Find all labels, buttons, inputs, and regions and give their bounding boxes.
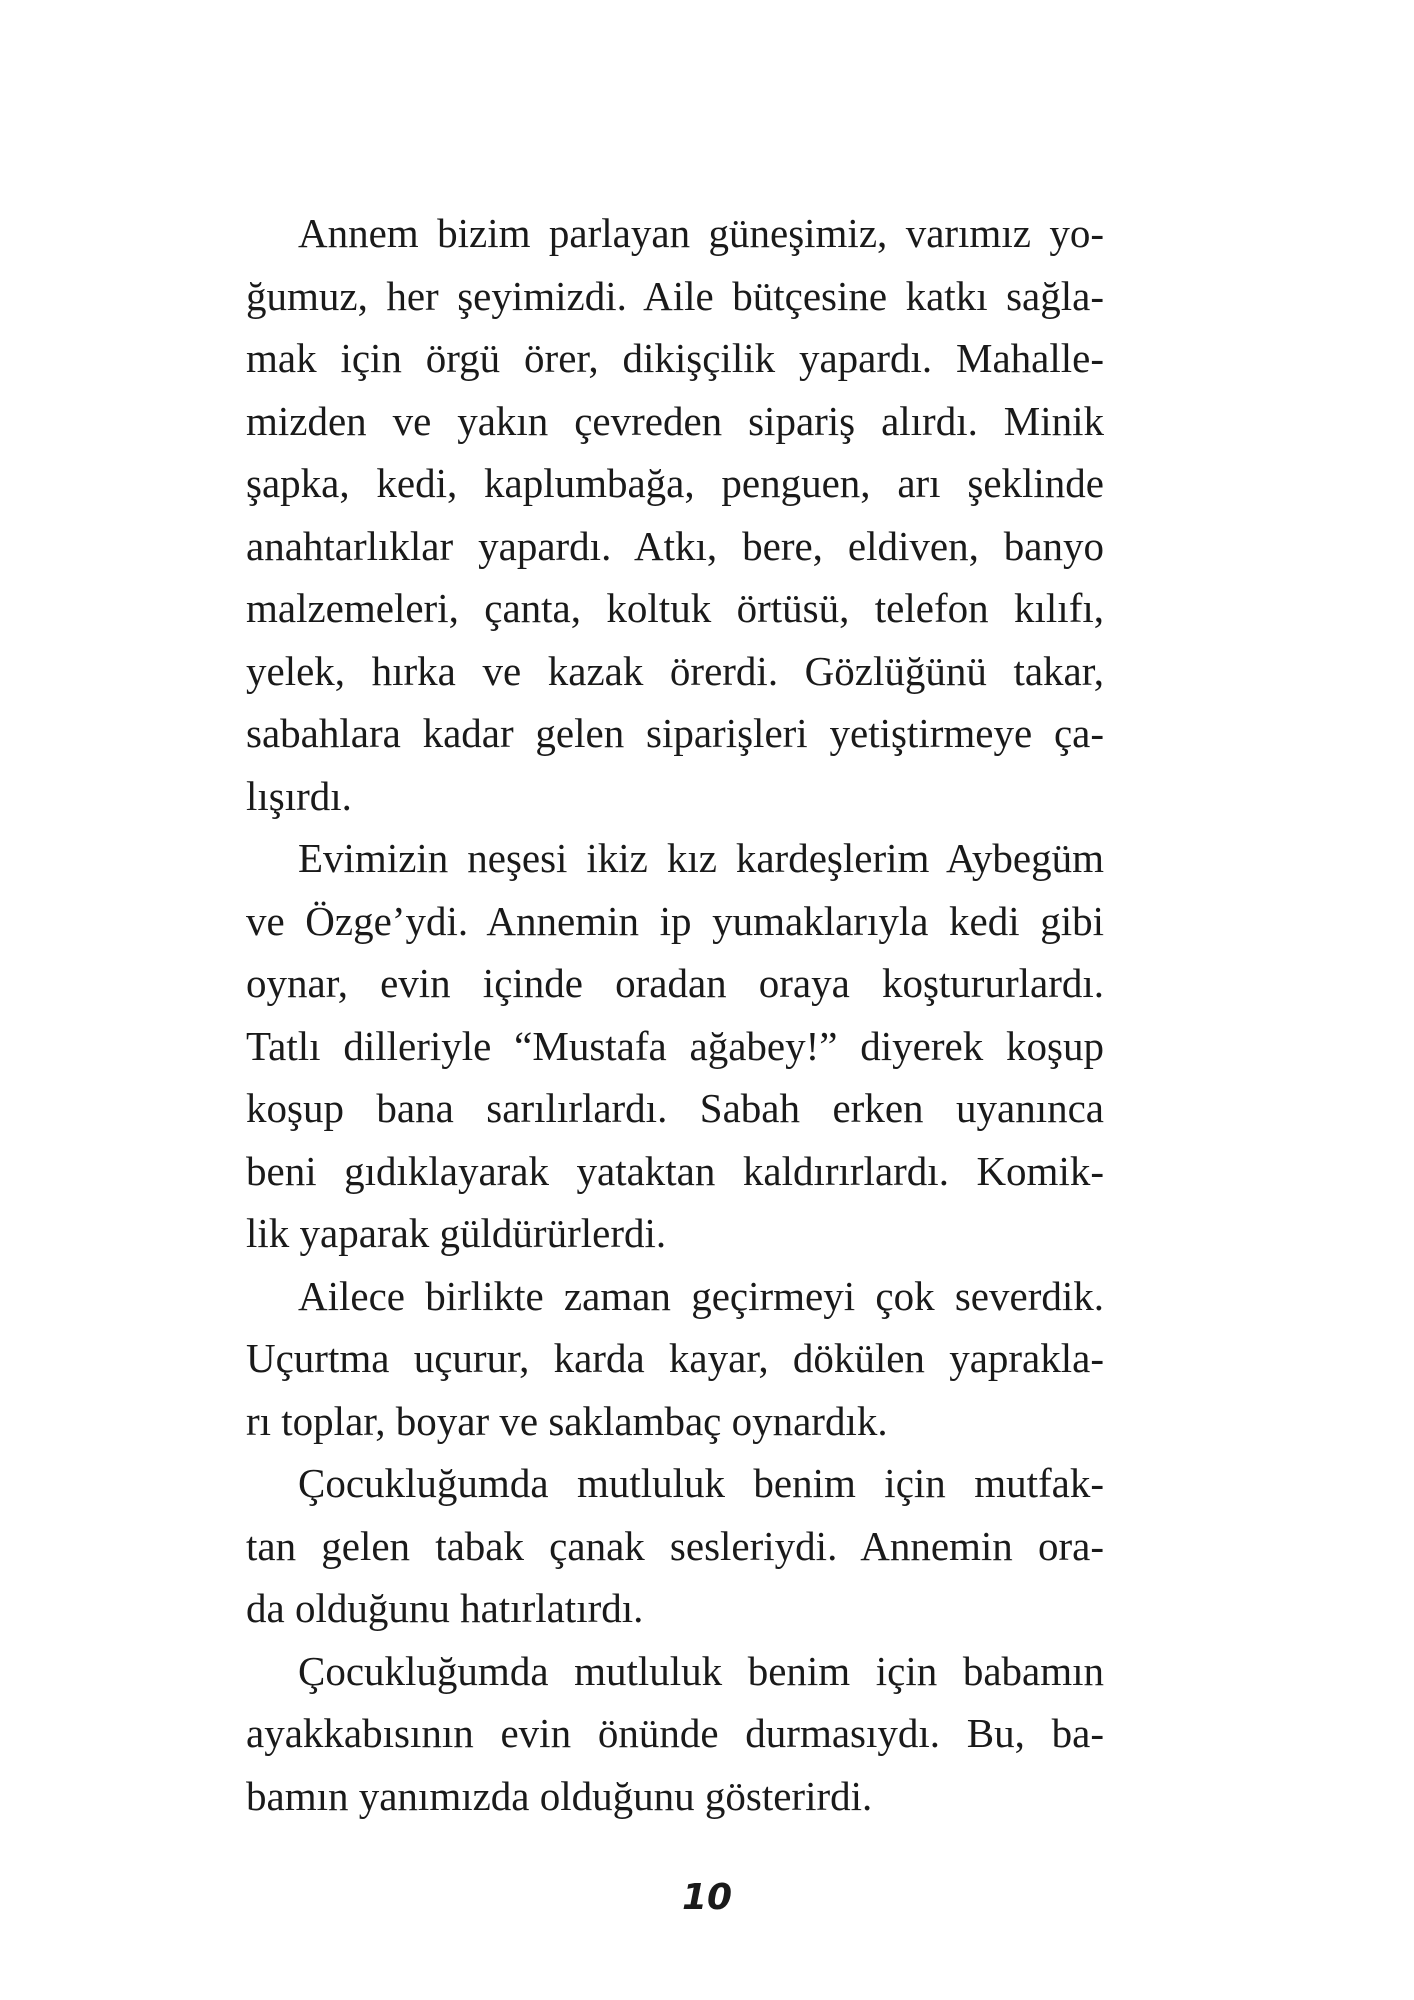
text-line: Çocukluğumda mutluluk benim için mutfak- — [298, 1460, 1104, 1506]
body-text — [246, 202, 1104, 1827]
paragraph-1 — [246, 202, 1104, 827]
text-line: Çocukluğumda mutluluk benim için babamın — [298, 1647, 1104, 1694]
text-line: Uçurtma uçurur, karda kayar, dökülen yaprakla- — [246, 1335, 1104, 1381]
text-line: malzemeleri, çanta, koltuk örtüsü, telefon kılıfı, — [246, 585, 1104, 631]
text-line: Ailece birlikte zaman geçirmeyi çok severdik. — [298, 1272, 1104, 1319]
text-line: sabahlara kadar gelen siparişleri yetiştirmeye ça- — [246, 710, 1104, 756]
text-line: bamın yanımızda olduğunu gösterirdi. — [246, 1772, 873, 1819]
page-number: 10 — [681, 1877, 733, 1918]
text-line: Annem bizim parlayan güneşimiz, varımız yo- — [298, 210, 1104, 256]
paragraph-4 — [246, 1452, 1104, 1640]
text-line: anahtarlıklar yapardı. Atkı, bere, eldiven, banyo — [246, 522, 1104, 569]
text-line: mak için örgü örer, dikişçilik yapardı. Mahalle- — [246, 335, 1104, 381]
text-line: mizden ve yakın çevreden sipariş alırdı. Minik — [246, 397, 1104, 444]
text-line: da olduğunu hatırlatırdı. — [246, 1585, 644, 1631]
paragraph-5 — [246, 1640, 1104, 1828]
paragraph-2 — [246, 827, 1104, 1265]
text-line: ve Özge’ydi. Annemin ip yumaklarıyla kedi gibi — [246, 897, 1104, 944]
text-line: beni gıdıklayarak yataktan kaldırırlardı. Komik- — [246, 1147, 1104, 1194]
text-line: rı toplar, boyar ve saklambaç oynardık. — [246, 1397, 888, 1444]
text-line: lışırdı. — [246, 772, 352, 819]
text-line: Evimizin neşesi ikiz kız kardeşlerim Aybegüm — [298, 835, 1104, 881]
text-line: yelek, hırka ve kazak örerdi. Gözlüğünü takar, — [246, 647, 1104, 694]
text-line: lik yaparak güldürürlerdi. — [246, 1210, 667, 1256]
text-line: ayakkabısının evin önünde durmasıydı. Bu, ba- — [246, 1710, 1104, 1756]
text-line: şapka, kedi, kaplumbağa, penguen, arı şeklinde — [246, 460, 1104, 506]
paragraph-3 — [246, 1265, 1104, 1453]
text-line: ğumuz, her şeyimizdi. Aile bütçesine katkı sağla- — [246, 272, 1104, 319]
text-line: Tatlı dilleriyle “Mustafa ağabey!” diyerek koşup — [246, 1022, 1104, 1069]
text-line: koşup bana sarılırlardı. Sabah erken uyanınca — [246, 1085, 1104, 1131]
text-line: tan gelen tabak çanak sesleriydi. Annemin ora- — [246, 1522, 1104, 1569]
text-line: oynar, evin içinde oradan oraya koştururlardı. — [246, 960, 1104, 1006]
